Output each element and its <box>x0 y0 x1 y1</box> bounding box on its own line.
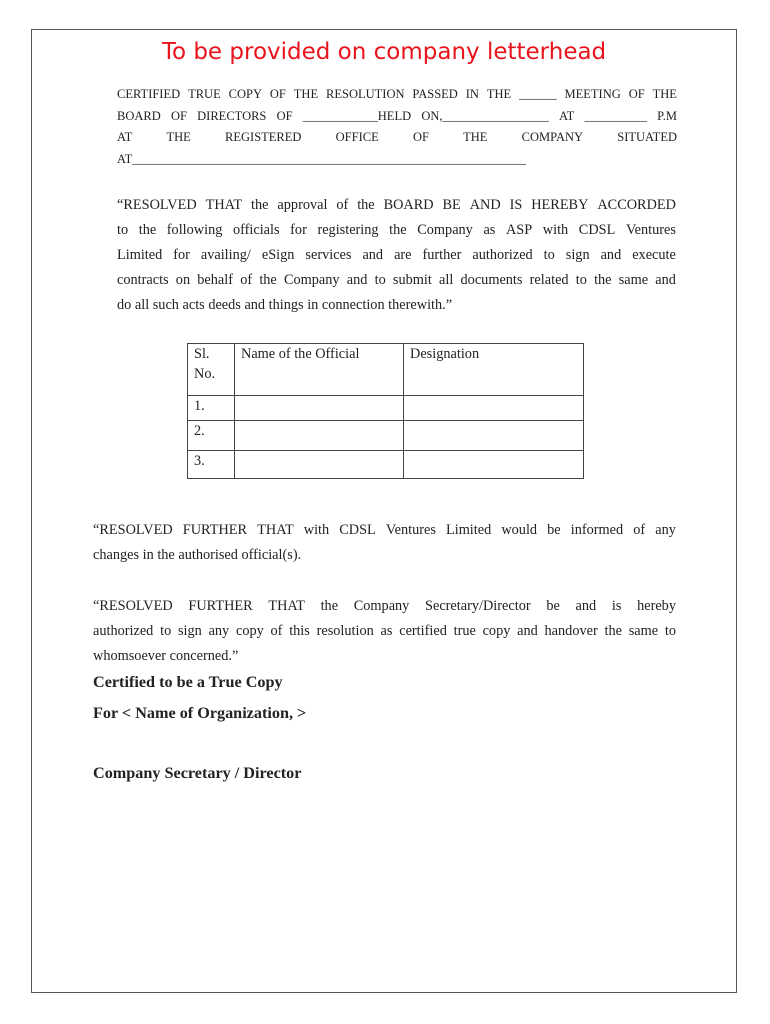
word: availing/ <box>200 247 251 263</box>
resolution-1-line <box>117 193 676 218</box>
header-word: THE <box>652 87 677 101</box>
word: behalf <box>197 272 234 288</box>
word: services <box>305 247 352 263</box>
header-word: AT <box>117 130 133 144</box>
word: for <box>290 222 307 238</box>
resolution-1-line <box>117 243 676 268</box>
header-word: PASSED <box>412 87 458 101</box>
word: following <box>166 222 223 238</box>
word: execute <box>632 247 676 263</box>
address-blank: AT_______________________________________________________________ <box>117 151 527 166</box>
company-name-blank: ____________HELD <box>302 108 412 123</box>
word: and <box>517 623 538 639</box>
word: same <box>618 272 649 288</box>
word: the <box>594 272 612 288</box>
word: handover <box>544 623 598 639</box>
word: and <box>346 272 368 288</box>
word: same <box>628 623 659 639</box>
for-organization: For < Name of Organization, > <box>93 704 307 722</box>
word: officials <box>232 222 280 238</box>
resolution-3-line <box>93 619 676 644</box>
header-word: TRUE <box>188 87 221 101</box>
header-word: SITUATED <box>617 130 677 144</box>
resolution-3-line: whomsoever concerned.” <box>93 648 239 664</box>
resolution-1 <box>117 193 676 318</box>
word: BE <box>442 197 461 213</box>
word: approval <box>277 197 328 213</box>
date-blank: ON,_________________ <box>421 108 549 123</box>
word: any <box>208 623 230 639</box>
row-official-name[interactable] <box>235 421 404 451</box>
header-word: THE <box>166 130 191 144</box>
table-row <box>188 451 584 479</box>
time-blank: __________ <box>584 108 647 123</box>
word: to <box>664 623 676 639</box>
word: the <box>259 272 277 288</box>
resolution-3 <box>93 594 676 669</box>
word: submit <box>392 272 432 288</box>
header-word: OF <box>170 108 187 123</box>
header-word: THE <box>293 87 319 101</box>
word: registering <box>317 222 379 238</box>
word: documents <box>460 272 523 288</box>
word: as <box>483 222 496 238</box>
row-sl-no: 1. <box>188 396 235 421</box>
word: of <box>270 623 283 639</box>
word: certified <box>399 623 447 639</box>
word: the <box>251 197 269 213</box>
word: sign <box>177 623 202 639</box>
word: related <box>529 272 569 288</box>
meeting-blank: ______ <box>519 87 557 101</box>
header-word: OF <box>269 87 286 101</box>
row-sl-no: 2. <box>188 421 235 451</box>
document-title: To be provided on company letterhead <box>161 39 607 65</box>
word: IS <box>509 197 523 213</box>
certification-header <box>117 84 677 170</box>
header-word: THE <box>463 130 488 144</box>
page-frame <box>31 29 737 993</box>
word: to <box>160 623 172 639</box>
header-word: MEETING <box>564 87 621 101</box>
header-word: DIRECTORS <box>197 108 267 123</box>
word: be <box>546 598 560 614</box>
header-word: OFFICE <box>335 130 379 144</box>
word: “RESOLVED <box>93 522 173 538</box>
header-word: CERTIFIED <box>117 87 181 101</box>
word: authorized <box>472 247 533 263</box>
resolution-1-line: do all such acts deeds and things in connection therewith.” <box>117 297 453 313</box>
word: to <box>117 222 129 238</box>
word: authorized <box>93 623 154 639</box>
header-word: COMPANY <box>521 130 584 144</box>
header-word: OF <box>276 108 293 123</box>
header-word: BOARD <box>117 108 161 123</box>
word: contracts <box>117 272 169 288</box>
word: Ventures <box>385 522 436 538</box>
header-line-4 <box>117 149 677 171</box>
word: hereby <box>637 598 676 614</box>
word: with <box>303 522 330 538</box>
word: FURTHER <box>188 598 253 614</box>
word: BOARD <box>383 197 434 213</box>
header-sl-no <box>188 344 235 396</box>
header-designation-text: Designation <box>410 346 480 362</box>
word: would <box>501 522 538 538</box>
word: CDSL <box>578 222 616 238</box>
resolution-2 <box>93 518 676 568</box>
header-word: THE <box>486 87 512 101</box>
word: sign <box>565 247 590 263</box>
row-sl-no: 3. <box>188 451 235 479</box>
header-word: OF <box>412 130 429 144</box>
word: Company <box>283 272 340 288</box>
word: Company <box>353 598 410 614</box>
table-header-row <box>188 344 584 396</box>
word: HEREBY <box>531 197 589 213</box>
word: resolution <box>316 623 374 639</box>
word: and <box>362 247 384 263</box>
word: any <box>655 522 676 538</box>
table-row <box>188 396 584 421</box>
header-line-2 <box>117 106 677 128</box>
word: to <box>374 272 386 288</box>
word: of <box>336 197 349 213</box>
word: on <box>175 272 191 288</box>
word: of <box>633 522 646 538</box>
word: of <box>240 272 253 288</box>
header-word: OF <box>628 87 645 101</box>
header-official-name <box>235 344 404 396</box>
header-word: IN <box>465 87 479 101</box>
word: be <box>547 522 561 538</box>
certified-true-copy: Certified to be a True Copy <box>93 673 283 691</box>
word: eSign <box>261 247 295 263</box>
header-word: AT <box>558 108 575 123</box>
word: ACCORDED <box>597 197 676 213</box>
header-line-3 <box>117 127 677 149</box>
resolution-2-line: changes in the authorised official(s). <box>93 547 302 563</box>
resolution-3-line <box>93 594 676 619</box>
word: FURTHER <box>182 522 248 538</box>
word: AND <box>469 197 501 213</box>
word: the <box>138 222 157 238</box>
word: with <box>542 222 569 238</box>
header-word: P.M <box>657 108 677 123</box>
row-official-name[interactable] <box>235 396 404 421</box>
word: is <box>611 598 622 614</box>
word: ASP <box>505 222 533 238</box>
officials-table <box>187 343 584 479</box>
resolution-2-line <box>93 518 676 543</box>
word: and <box>655 272 676 288</box>
word: THAT <box>205 197 243 213</box>
header-official-name-text: Name of the Official <box>241 346 360 362</box>
word: THAT <box>257 522 294 538</box>
header-designation <box>404 344 584 396</box>
word: copy <box>482 623 511 639</box>
header-sl-no-text: Sl. No. <box>194 346 216 382</box>
word: all <box>439 272 454 288</box>
word: Limited <box>117 247 163 263</box>
signatory-title: Company Secretary / Director <box>93 764 302 782</box>
row-official-name[interactable] <box>235 451 404 479</box>
row-designation[interactable] <box>404 396 584 421</box>
word: informed <box>570 522 624 538</box>
header-word: RESOLUTION <box>326 87 405 101</box>
word: further <box>422 247 462 263</box>
word: the <box>357 197 375 213</box>
word: Secretary/Director <box>425 598 531 614</box>
word: as <box>380 623 393 639</box>
row-designation[interactable] <box>404 451 584 479</box>
table-row <box>188 421 584 451</box>
word: “RESOLVED <box>117 197 197 213</box>
header-word: COPY <box>228 87 262 101</box>
word: CDSL <box>339 522 376 538</box>
word: for <box>173 247 190 263</box>
word: to <box>543 247 555 263</box>
word: copy <box>235 623 264 639</box>
word: Limited <box>445 522 492 538</box>
word: the <box>604 623 622 639</box>
word: to <box>575 272 587 288</box>
word: true <box>453 623 476 639</box>
word: Company <box>417 222 473 238</box>
word: THAT <box>268 598 305 614</box>
word: “RESOLVED <box>93 598 173 614</box>
resolution-1-line <box>117 268 676 293</box>
word: the <box>320 598 339 614</box>
word: Ventures <box>625 222 676 238</box>
header-line-1 <box>117 84 677 106</box>
resolution-1-line <box>117 218 676 243</box>
row-designation[interactable] <box>404 421 584 451</box>
word: are <box>394 247 412 263</box>
word: the <box>389 222 407 238</box>
word: and <box>600 247 622 263</box>
word: this <box>289 623 310 639</box>
word: and <box>575 598 597 614</box>
header-word: REGISTERED <box>225 130 302 144</box>
